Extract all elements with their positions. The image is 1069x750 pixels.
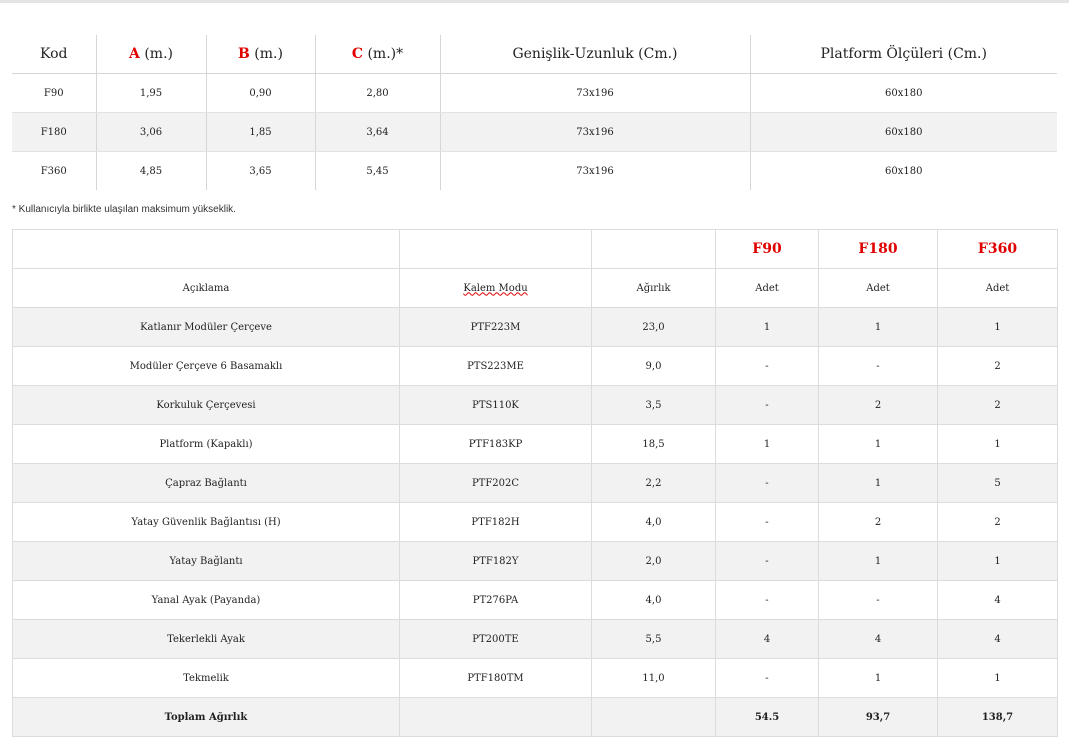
cell-f90: - [716,347,819,386]
cell-f90: 4 [716,620,819,659]
empty-cell [400,698,592,737]
cell-aciklama: Yanal Ayak (Payanda) [13,581,400,620]
cell-kalem: PTF202C [400,464,592,503]
header-c-unit: (m.)* [363,46,404,62]
part-row [13,659,1058,698]
empty-cell [592,698,716,737]
cell-kalem: PTF182H [400,503,592,542]
cell-platform: 60x180 [885,165,923,177]
top-divider [0,0,1069,3]
cell-aciklama: Platform (Kapaklı) [13,425,400,464]
cell-f90: - [716,659,819,698]
header-b-unit: (m.) [249,46,283,62]
cell-b: 3,65 [206,152,315,191]
header-kod: Kod [12,35,96,74]
part-row [13,386,1058,425]
cell-f90: - [716,503,819,542]
cell-kalem: PTS110K [400,386,592,425]
header-kalem-text: Kalem Modu [463,282,528,294]
cell-agirlik: 2,2 [592,464,716,503]
cell-kalem: PT200TE [400,620,592,659]
cell-kod: F180 [12,113,96,152]
empty-cell [13,230,400,269]
header-c [315,35,440,74]
cell-f360: 1 [938,542,1058,581]
total-f90: 54.5 [716,698,819,737]
cell-f180: - [819,347,938,386]
cell-f360: 1 [938,659,1058,698]
header-a-letter: A [129,46,140,62]
header-adet-f90: Adet [716,269,819,308]
part-row [13,464,1058,503]
footnote: * Kullanıcıyla birlikte ulaşılan maksimum yükseklik. [12,204,236,215]
cell-f180: - [819,581,938,620]
header-a-unit: (m.) [139,46,173,62]
cell-f180: 2 [819,386,938,425]
header-platform: Platform Ölçüleri (Cm.) [750,35,1057,74]
empty-cell [400,230,592,269]
cell-genislik: 73x196 [440,74,750,113]
cell-f360: 2 [938,503,1058,542]
cell-f90: 1 [716,308,819,347]
part-row [13,620,1058,659]
total-f360: 138,7 [938,698,1058,737]
total-f180: 93,7 [819,698,938,737]
cell-agirlik: 2,0 [592,542,716,581]
cell-aciklama: Modüler Çerçeve 6 Basamaklı [13,347,400,386]
part-row [13,542,1058,581]
cell-b: 0,90 [206,74,315,113]
cell-f360: 4 [938,620,1058,659]
total-label: Toplam Ağırlık [13,698,400,737]
cell-agirlik: 11,0 [592,659,716,698]
parts-table [12,229,1058,737]
cell-agirlik: 4,0 [592,581,716,620]
cell-kalem: PTF223M [400,308,592,347]
cell-genislik: 73x196 [440,152,750,191]
cell-genislik: 73x196 [440,113,750,152]
part-row [13,503,1058,542]
header-kalem [400,269,592,308]
cell-c: 3,64 [315,113,440,152]
cell-aciklama: Tekmelik [13,659,400,698]
cell-f360: 2 [938,386,1058,425]
cell-f90: - [716,581,819,620]
header-a [96,35,206,74]
cell-f180: 4 [819,620,938,659]
cell-f360: 1 [938,425,1058,464]
part-row [13,308,1058,347]
spec-row [12,113,1057,152]
cell-f360: 5 [938,464,1058,503]
cell-c: 5,45 [315,152,440,191]
cell-kod: F90 [12,74,96,113]
cell-f180: 1 [819,542,938,581]
cell-f360: 4 [938,581,1058,620]
empty-cell [592,230,716,269]
cell-f360: 2 [938,347,1058,386]
header-adet-f360: Adet [938,269,1058,308]
cell-kalem: PTF183KP [400,425,592,464]
cell-a: 1,95 [96,74,206,113]
cell-aciklama: Yatay Bağlantı [13,542,400,581]
model-f180: F180 [819,230,938,269]
cell-kod: F360 [12,152,96,191]
cell-aciklama: Tekerlekli Ayak [13,620,400,659]
cell-agirlik: 4,0 [592,503,716,542]
model-f360: F360 [938,230,1058,269]
cell-f90: - [716,386,819,425]
cell-kalem: PTS223ME [400,347,592,386]
cell-agirlik: 18,5 [592,425,716,464]
spec-table [12,35,1057,190]
cell-aciklama: Korkuluk Çerçevesi [13,386,400,425]
cell-agirlik: 5,5 [592,620,716,659]
cell-a: 4,85 [96,152,206,191]
spec-row [12,152,1057,191]
model-header-row [13,230,1058,269]
cell-f90: 1 [716,425,819,464]
part-row [13,581,1058,620]
header-genislik: Genişlik-Uzunluk (Cm.) [440,35,750,74]
header-c-letter: C [351,46,364,62]
cell-f90: - [716,464,819,503]
total-row [13,698,1058,737]
cell-f180: 1 [819,425,938,464]
cell-f360: 1 [938,308,1058,347]
cell-f180: 2 [819,503,938,542]
cell-a: 3,06 [96,113,206,152]
model-f90: F90 [716,230,819,269]
cell-kalem: PT276PA [400,581,592,620]
cell-platform: 60x180 [750,74,1057,113]
cell-kalem: PTF180TM [400,659,592,698]
part-row [13,425,1058,464]
cell-b: 1,85 [206,113,315,152]
header-adet-f180: Adet [819,269,938,308]
cell-c: 2,80 [315,74,440,113]
header-b-letter: B [238,46,250,62]
cell-platform: 60x180 [750,113,1057,152]
cell-aciklama: Yatay Güvenlik Bağlantısı (H) [13,503,400,542]
cell-f180: 1 [819,659,938,698]
header-aciklama: Açıklama [13,269,400,308]
cell-f90: - [716,542,819,581]
header-b [206,35,315,74]
column-header-row [13,269,1058,308]
cell-f180: 1 [819,308,938,347]
cell-agirlik: 9,0 [592,347,716,386]
cell-f180: 1 [819,464,938,503]
spec-header-row [12,35,1057,74]
cell-aciklama: Çapraz Bağlantı [13,464,400,503]
header-agirlik: Ağırlık [592,269,716,308]
spec-row [12,74,1057,113]
cell-agirlik: 23,0 [592,308,716,347]
cell-aciklama: Katlanır Modüler Çerçeve [13,308,400,347]
part-row [13,347,1058,386]
cell-agirlik: 3,5 [592,386,716,425]
cell-kalem: PTF182Y [400,542,592,581]
